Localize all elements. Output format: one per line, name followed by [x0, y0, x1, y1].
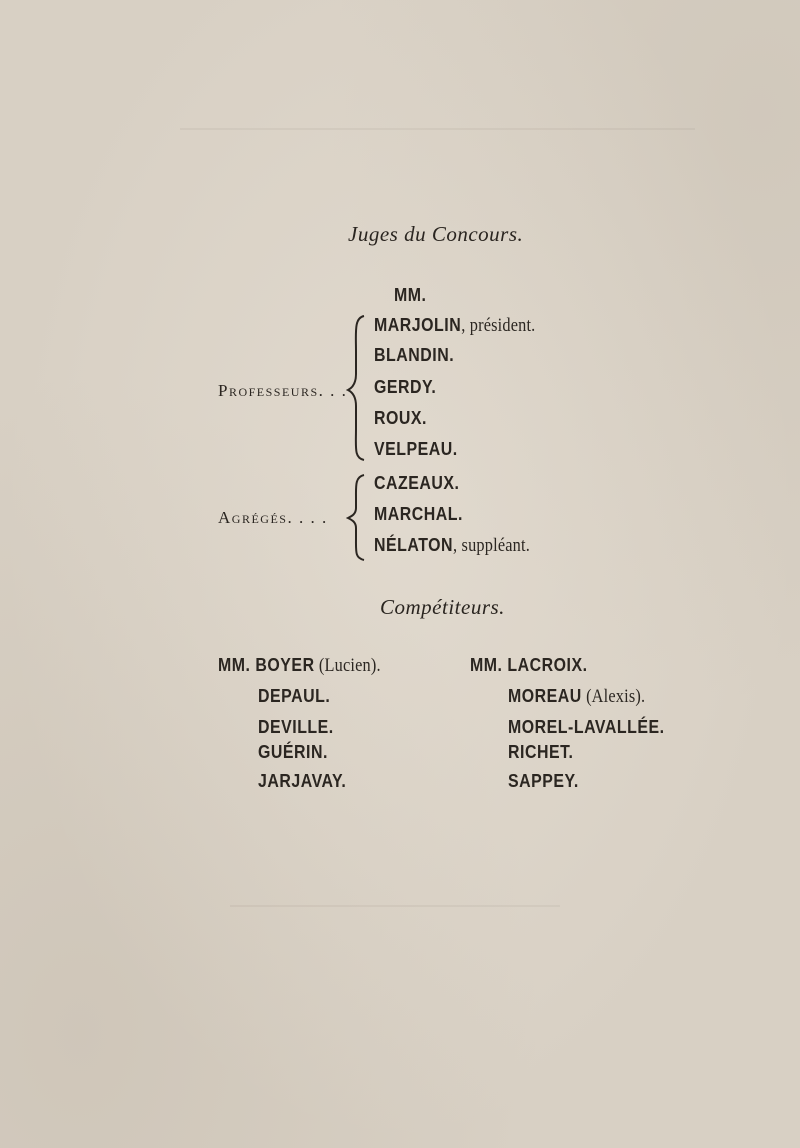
agrege-marchal [374, 503, 463, 525]
bleed-through-rule [230, 905, 560, 907]
competitor-depaul [258, 685, 330, 707]
member-name: SAPPEY. [508, 770, 579, 791]
member-name: MOREAU [508, 685, 582, 706]
competitor-jarjavay [258, 770, 346, 792]
member-note: , président. [461, 315, 536, 336]
competitor-lacroix [470, 654, 588, 676]
member-name: BLANDIN. [374, 344, 455, 365]
member-name: MM. LACROIX. [470, 654, 588, 675]
competitor-sappey [508, 770, 579, 792]
member-name: RICHET. [508, 741, 574, 762]
competitor-boyer [218, 654, 381, 677]
member-name: VELPEAU. [374, 438, 458, 459]
professor-velpeau [374, 438, 458, 460]
member-name: CAZEAUX. [374, 472, 460, 493]
professors-label: Professeurs. . . [218, 381, 348, 400]
member-name: MARCHAL. [374, 503, 463, 524]
member-name: DEPAUL. [258, 685, 331, 706]
member-name: ROUX. [374, 407, 427, 428]
professor-marjolin [374, 314, 535, 337]
agreges-brace [346, 472, 368, 562]
member-name: JARJAVAY. [258, 770, 347, 791]
agrege-cazeaux [374, 472, 459, 494]
mm-header: MM. [394, 284, 427, 305]
competitor-morel-lavallee [508, 716, 665, 738]
member-name: GUÉRIN. [258, 741, 328, 762]
member-name: NÉLATON [374, 534, 454, 555]
competitor-richet [508, 741, 573, 763]
professors-brace [346, 312, 368, 464]
member-name: MM. BOYER [218, 654, 315, 675]
member-note: (Alexis). [581, 686, 646, 707]
bleed-through-rule [180, 128, 695, 130]
competitor-deville [258, 716, 334, 738]
member-note: (Lucien). [314, 655, 381, 676]
member-note: , suppléant. [453, 535, 530, 556]
agrege-nelaton [374, 534, 530, 557]
competitors-heading: Compétiteurs. [380, 595, 505, 619]
professor-roux [374, 407, 427, 429]
member-name: DEVILLE. [258, 716, 334, 737]
member-name: MARJOLIN [374, 314, 462, 335]
member-name: GERDY. [374, 376, 437, 397]
professor-gerdy [374, 376, 436, 398]
member-name: MOREL-LAVALLÉE. [508, 716, 665, 737]
judges-heading: Juges du Concours. [348, 222, 524, 246]
competitor-moreau [508, 685, 645, 708]
professor-blandin [374, 344, 454, 366]
agreges-label: Agrégés. . . . [218, 508, 328, 527]
competitor-guerin [258, 741, 328, 763]
